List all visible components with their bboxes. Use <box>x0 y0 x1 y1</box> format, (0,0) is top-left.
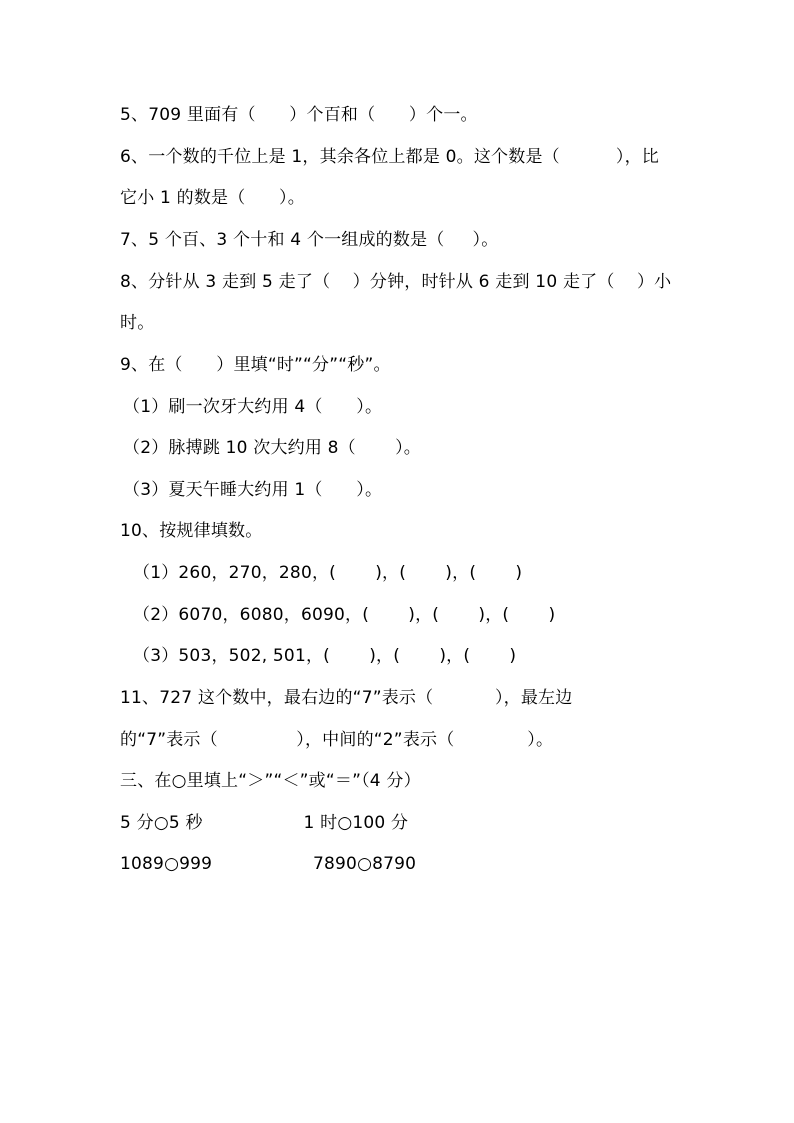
question-9-item-2: （2）脉搏跳 10 次大约用 8（ ）。 <box>123 438 422 458</box>
question-9: 9、在（ ）里填“时”“分”“秒”。 <box>120 355 391 375</box>
section-3-heading: 三、在○里填上“＞”“＜”或“＝”（4 分） <box>120 771 421 791</box>
question-8-line-2: 时。 <box>120 313 155 333</box>
question-9-item-1: （1）刷一次牙大约用 4（ ）。 <box>123 397 383 417</box>
question-6-line-1: 6、一个数的千位上是 1，其余各位上都是 0。这个数是（ ），比 <box>120 147 659 167</box>
question-10-item-1: （1）260，270，280，( )，( )，( ) <box>133 563 523 583</box>
question-6-line-2: 它小 1 的数是（ ）。 <box>120 188 305 208</box>
compare-row-2: 1089○999 7890○8790 <box>120 854 417 874</box>
question-11-line-1: 11、727 这个数中，最右边的“7”表示（ ），最左边 <box>120 688 573 708</box>
question-10: 10、按规律填数。 <box>120 521 263 541</box>
question-5: 5、709 里面有（ ）个百和（ ）个一。 <box>120 105 478 125</box>
compare-row-1: 5 分○5 秒 1 时○100 分 <box>120 813 409 833</box>
question-10-item-3: （3）503，502, 501，( )，( )，( ) <box>133 646 517 666</box>
question-10-item-2: （2）6070，6080，6090，( )，( )，( ) <box>133 605 556 625</box>
question-9-item-3: （3）夏天午睡大约用 1（ ）。 <box>123 480 383 500</box>
question-11-line-2: 的“7”表示（ ），中间的“2”表示（ ）。 <box>120 730 554 750</box>
question-7: 7、5 个百、3 个十和 4 个一组成的数是（ ）。 <box>120 230 499 250</box>
question-8-line-1: 8、分针从 3 走到 5 走了（ ）分钟，时针从 6 走到 10 走了（ ）小 <box>120 272 672 292</box>
